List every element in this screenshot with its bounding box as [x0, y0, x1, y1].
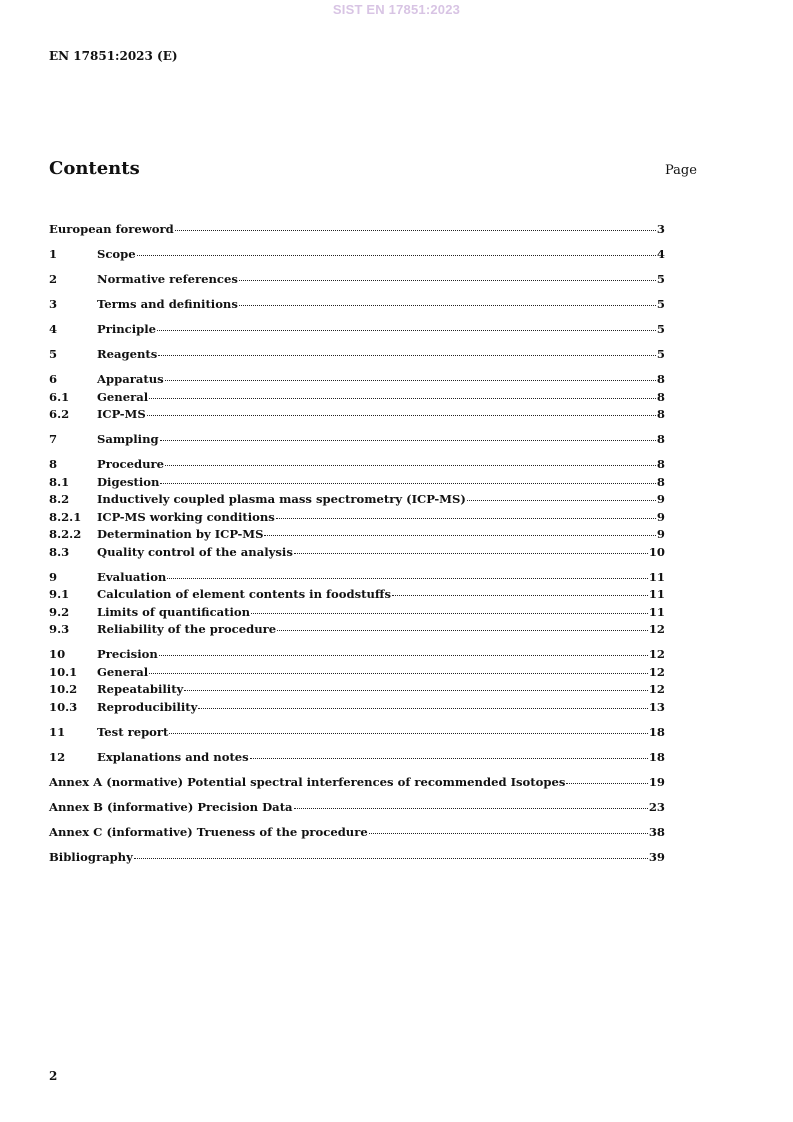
- toc-entry-title: Reproducibility: [97, 699, 198, 714]
- dot-leader: [158, 355, 656, 356]
- toc-entry-number: 8.1: [49, 474, 70, 489]
- toc-entry[interactable]: [49, 247, 665, 265]
- dot-leader: [294, 808, 648, 809]
- dot-leader: [147, 415, 656, 416]
- dot-leader: [392, 595, 648, 596]
- toc-entry-title: Principle: [97, 322, 157, 336]
- toc-entry[interactable]: [49, 775, 665, 793]
- dot-leader: [369, 833, 648, 834]
- toc-entry-title: European foreword: [49, 222, 174, 236]
- toc-entry-page: 38: [648, 824, 665, 839]
- footer-page-number: 2: [49, 1069, 58, 1083]
- dot-leader: [184, 690, 648, 691]
- toc-entry-number: 12: [49, 749, 66, 764]
- toc-entry-page: 4: [656, 247, 665, 261]
- toc-entry-title: Annex B (informative) Precision Data: [49, 799, 293, 814]
- toc-entry-title: Digestion: [97, 474, 160, 489]
- dot-leader: [165, 380, 656, 381]
- dot-leader: [175, 230, 656, 231]
- toc-entry-number: 8.2: [49, 492, 70, 506]
- toc-entry[interactable]: [49, 407, 665, 425]
- toc-entry-title: Reagents: [97, 347, 158, 361]
- toc-entry-number: 10.2: [49, 682, 78, 696]
- toc-entry-title: General: [97, 389, 149, 404]
- toc-entry[interactable]: [49, 825, 665, 843]
- toc-entry-title: Bibliography: [49, 849, 133, 864]
- dot-leader: [250, 758, 648, 759]
- dot-leader: [165, 465, 656, 466]
- toc-entry-page: 13: [648, 699, 665, 714]
- toc-entry-number: 10.3: [49, 699, 78, 714]
- toc-entry-page: 8: [656, 407, 665, 421]
- toc-entry-page: 12: [648, 664, 665, 679]
- toc-entry-number: 9.2: [49, 604, 70, 619]
- dot-leader: [239, 280, 656, 281]
- toc-entry[interactable]: [49, 647, 665, 665]
- toc-entry[interactable]: [49, 492, 665, 510]
- toc-entry-page: 8: [656, 389, 665, 404]
- toc-entry[interactable]: [49, 682, 665, 700]
- toc-entry-title: Limits of quantification: [97, 604, 251, 619]
- toc-entry[interactable]: [49, 510, 665, 528]
- toc-entry-page: 5: [656, 347, 665, 361]
- toc-entry-title: General: [97, 664, 149, 679]
- toc-entry-title: Procedure: [97, 457, 165, 471]
- toc-entry[interactable]: [49, 850, 665, 868]
- dot-leader: [157, 330, 656, 331]
- dot-leader: [566, 783, 647, 784]
- toc-entry[interactable]: [49, 750, 665, 768]
- toc-entry-title: Sampling: [97, 432, 159, 446]
- toc-entry[interactable]: [49, 272, 665, 290]
- toc-entry-page: 11: [648, 604, 665, 619]
- dot-leader: [239, 305, 656, 306]
- toc-entry-number: 2: [49, 272, 58, 286]
- toc-entry-number: 6.2: [49, 407, 70, 421]
- toc-entry[interactable]: [49, 322, 665, 340]
- toc-entry-page: 5: [656, 297, 665, 311]
- toc-entry-page: 5: [656, 272, 665, 286]
- toc-entry-title: Calculation of element contents in foodstuffs: [97, 587, 391, 601]
- toc-entry[interactable]: [49, 545, 665, 563]
- toc-entry-number: 9.3: [49, 622, 70, 636]
- dot-leader: [134, 858, 648, 859]
- toc-entry-title: Scope: [97, 247, 136, 261]
- toc-entry-title: Annex C (informative) Trueness of the procedure: [49, 824, 368, 839]
- toc-entry-page: 3: [656, 222, 665, 236]
- toc-entry[interactable]: [49, 432, 665, 450]
- toc-entry-number: 8: [49, 457, 58, 471]
- dot-leader: [467, 500, 656, 501]
- dot-leader: [149, 398, 656, 399]
- dot-leader: [198, 708, 647, 709]
- toc-entry-page: 9: [656, 509, 665, 524]
- toc-entry-page: 9: [656, 492, 665, 506]
- toc-entry[interactable]: [49, 297, 665, 315]
- toc-entry-title: Terms and definitions: [97, 297, 238, 311]
- watermark: SIST EN 17851:2023: [332, 2, 461, 17]
- toc-entry[interactable]: [49, 222, 665, 240]
- toc-entry-page: 12: [648, 647, 665, 661]
- toc-entry-title: Annex A (normative) Potential spectral interferences of recommended Isotopes: [49, 774, 566, 789]
- toc-entry[interactable]: [49, 622, 665, 640]
- toc-entry-page: 11: [648, 569, 665, 584]
- dot-leader: [160, 440, 656, 441]
- toc-entry-number: 5: [49, 347, 58, 361]
- toc-entry[interactable]: [49, 800, 665, 818]
- toc-entry-page: 18: [648, 749, 665, 764]
- toc-entry-page: 8: [656, 474, 665, 489]
- toc-entry-title: Normative references: [97, 272, 238, 286]
- dot-leader: [251, 613, 648, 614]
- toc-entry-number: 10: [49, 647, 66, 661]
- dot-leader: [160, 483, 656, 484]
- toc-entry-number: 9.1: [49, 587, 70, 601]
- toc-entry-number: 3: [49, 297, 58, 311]
- table-of-contents: [49, 222, 665, 867]
- page-column-label: Page: [665, 163, 697, 178]
- toc-entry-title: Inductively coupled plasma mass spectrometry (ICP-MS): [97, 492, 466, 506]
- toc-entry-page: 9: [656, 527, 665, 541]
- dot-leader: [264, 535, 655, 536]
- toc-entry-number: 1: [49, 247, 58, 261]
- toc-entry-page: 8: [656, 432, 665, 446]
- dot-leader: [137, 255, 656, 256]
- contents-title: Contents: [49, 158, 140, 179]
- toc-entry[interactable]: [49, 475, 665, 493]
- dot-leader: [167, 578, 648, 579]
- toc-entry[interactable]: [49, 527, 665, 545]
- toc-entry[interactable]: [49, 390, 665, 408]
- toc-entry-page: 23: [648, 799, 665, 814]
- toc-entry-page: 5: [656, 322, 665, 336]
- toc-entry-title: Determination by ICP-MS: [97, 527, 264, 541]
- toc-entry-title: ICP-MS: [97, 407, 146, 421]
- toc-entry[interactable]: [49, 605, 665, 623]
- document-id: EN 17851:2023 (E): [49, 49, 178, 63]
- toc-entry-page: 18: [648, 724, 665, 739]
- toc-entry-page: 8: [656, 372, 665, 386]
- toc-entry-title: Reliability of the procedure: [97, 622, 277, 636]
- toc-entry-number: 8.2.2: [49, 527, 82, 541]
- toc-entry-title: Quality control of the analysis: [97, 544, 293, 559]
- toc-entry-page: 19: [648, 774, 665, 789]
- dot-leader: [159, 655, 648, 656]
- toc-entry-page: 12: [648, 622, 665, 636]
- toc-entry-page: 12: [648, 682, 665, 696]
- toc-entry-title: Test report: [97, 724, 169, 739]
- toc-entry[interactable]: [49, 570, 665, 588]
- toc-entry-number: 10.1: [49, 664, 78, 679]
- toc-entry[interactable]: [49, 700, 665, 718]
- dot-leader: [277, 630, 648, 631]
- toc-entry-number: 7: [49, 432, 58, 446]
- toc-entry-page: 8: [656, 457, 665, 471]
- toc-entry-title: Precision: [97, 647, 158, 661]
- dot-leader: [276, 518, 656, 519]
- toc-entry[interactable]: [49, 347, 665, 365]
- toc-entry-number: 8.3: [49, 544, 70, 559]
- dot-leader: [294, 553, 648, 554]
- toc-entry[interactable]: [49, 372, 665, 390]
- toc-entry[interactable]: [49, 587, 665, 605]
- toc-entry-title: ICP-MS working conditions: [97, 509, 275, 524]
- toc-entry[interactable]: [49, 457, 665, 475]
- toc-entry-page: 39: [648, 849, 665, 864]
- toc-entry-number: 6: [49, 372, 58, 386]
- toc-entry-page: 10: [648, 544, 665, 559]
- toc-entry-title: Apparatus: [97, 372, 164, 386]
- toc-entry[interactable]: [49, 665, 665, 683]
- toc-entry-title: Explanations and notes: [97, 749, 249, 764]
- toc-entry-number: 9: [49, 569, 58, 584]
- toc-entry-title: Repeatability: [97, 682, 184, 696]
- toc-entry-number: 6.1: [49, 389, 70, 404]
- toc-entry[interactable]: [49, 725, 665, 743]
- toc-entry-page: 11: [648, 587, 665, 601]
- toc-entry-title: Evaluation: [97, 569, 167, 584]
- toc-entry-number: 8.2.1: [49, 509, 82, 524]
- dot-leader: [169, 733, 647, 734]
- dot-leader: [149, 673, 648, 674]
- toc-entry-number: 11: [49, 724, 66, 739]
- toc-entry-number: 4: [49, 322, 58, 336]
